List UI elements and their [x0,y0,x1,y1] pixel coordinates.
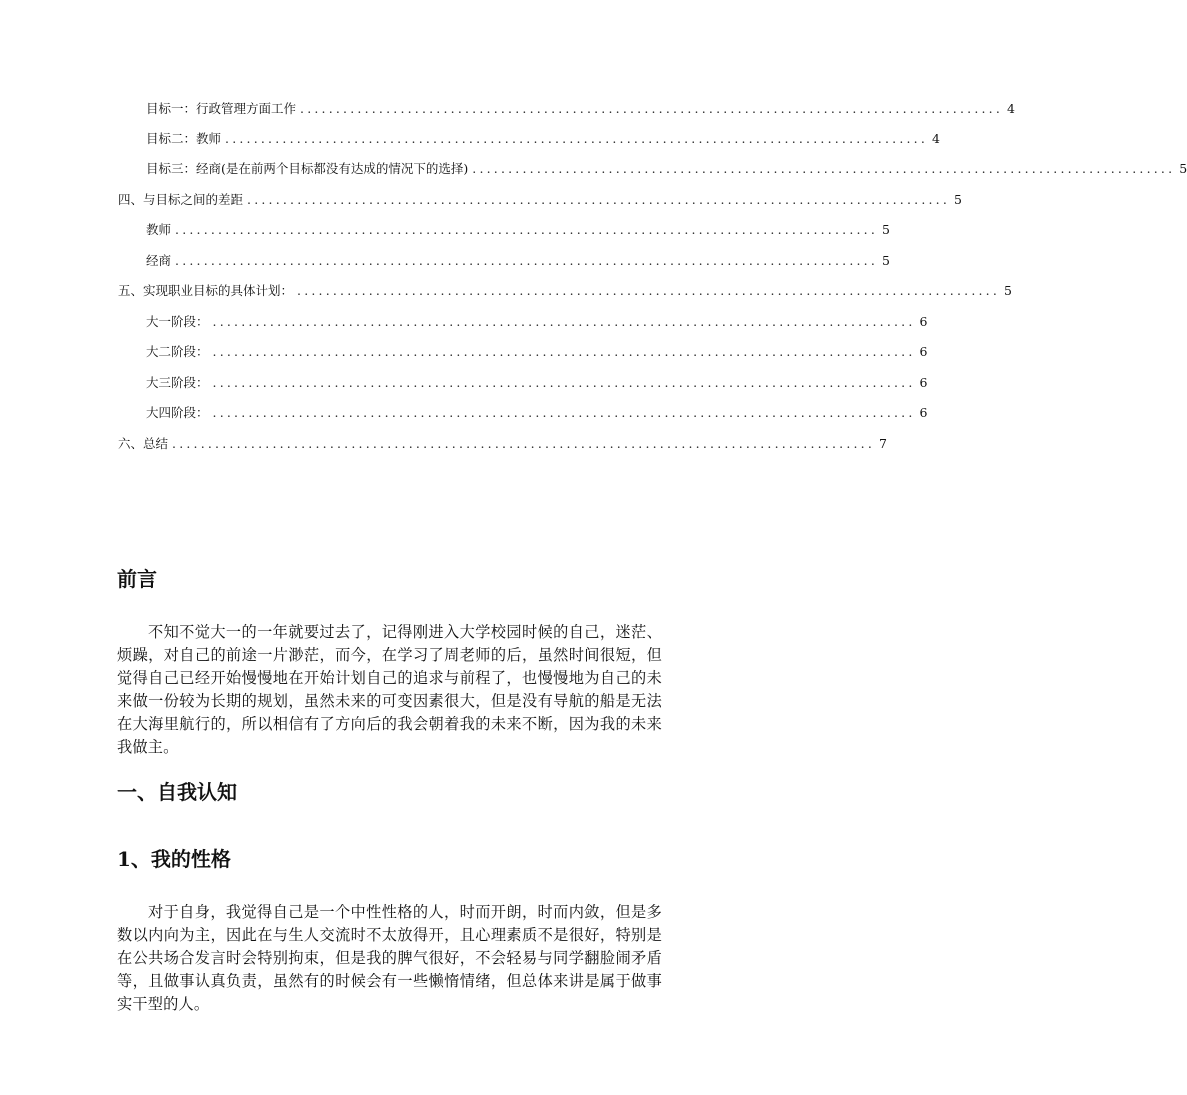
toc-leader: .................................................................................................. [247,192,951,207]
toc-entry[interactable] [146,161,1187,177]
toc-entry[interactable] [146,222,890,238]
toc-entry[interactable] [146,405,928,421]
toc-entry-title: 目标二：教师 [146,131,222,146]
toc-entry[interactable] [118,436,887,452]
toc-entry-page: 4 [932,131,940,146]
toc-entry[interactable] [146,375,928,391]
toc-entry-title: 四、与目标之间的差距 [118,192,244,207]
toc-leader: .................................................................................................. [297,283,1001,298]
preface-paragraph: 不知不觉大一的一年就要过去了，记得刚进入大学校园时候的自己，迷茫、烦躁，对自己的前途一片渺茫，而今，在学习了周老师的后，虽然时间很短，但觉得自己已经开始慢慢地在开始计划自己的追求与前程了，也慢慢地为自己的未来做一份较为长期的规划，虽然未来的可变因素很大，但是没有导航的船是无法在大海里航行的，所以相信有了方向后的我会朝着我的未来不断，因为我的未来我做主。 [117,623,662,756]
toc-entry-title: 目标三：经商(是在前两个目标都没有达成的情况下的选择) [146,161,469,176]
toc-entry-page: 5 [882,222,890,237]
toc-entry[interactable] [146,314,928,330]
toc-entry-page: 6 [919,405,928,420]
section-heading-self-awareness: 一、自我认知 [117,780,237,804]
toc-entry-page: 7 [879,436,887,451]
toc-leader: .................................................................................................. [212,375,916,390]
toc-entry[interactable] [146,101,1015,117]
toc-leader: .................................................................................................. [225,131,929,146]
toc-entry-title: 目标一：行政管理方面工作 [146,101,297,116]
toc-leader: .................................................................................................. [175,253,879,268]
toc-entry[interactable] [118,283,1012,299]
toc-entry-page: 5 [954,192,962,207]
toc-entry-title: 大一阶段： [146,314,209,329]
toc-entry[interactable] [146,344,928,360]
personality-paragraph: 对于自身，我觉得自己是一个中性性格的人，时而开朗，时而内敛，但是多数以内向为主，因此在与生人交流时不太放得开，且心理素质不是很好，特别是在公共场合发言时会特别拘束，但是我的脾气很好，不会轻易与同学翻脸闹矛盾等，且做事认真负责，虽然有的时候会有一些懒惰情绪，但总体来讲是属于做事实干型的人。 [117,903,662,1013]
toc-entry-title: 六、总结 [118,436,169,451]
toc-entry[interactable] [118,192,962,208]
toc-entry-title: 大三阶段： [146,375,209,390]
toc-entry-page: 5 [1004,283,1012,298]
toc-leader: .................................................................................................. [212,344,916,359]
toc-entry-title: 教师 [146,222,172,237]
toc-entry-page: 4 [1007,101,1015,116]
toc-entry-page: 6 [919,344,928,359]
toc-leader: .................................................................................................. [175,222,879,237]
toc-entry[interactable] [146,253,890,269]
toc-entry-page: 5 [882,253,890,268]
toc-leader: .................................................................................................. [472,161,1176,176]
preface-heading: 前言 [117,567,157,591]
subsection-heading-personality: 1、我的性格 [117,847,231,871]
toc-leader: .................................................................................................. [212,314,916,329]
toc-entry-title: 经商 [146,253,172,268]
toc-entry-page: 5 [1179,161,1187,176]
toc-entry-page: 6 [919,375,928,390]
toc-leader: .................................................................................................. [212,405,916,420]
toc-entry-title: 大二阶段： [146,344,209,359]
toc-entry-title: 五、实现职业目标的具体计划： [118,283,294,298]
toc-entry-page: 6 [919,314,928,329]
toc-entry[interactable] [146,131,940,147]
toc-leader: .................................................................................................. [300,101,1004,116]
toc-leader: .................................................................................................. [172,436,876,451]
toc-entry-title: 大四阶段： [146,405,209,420]
